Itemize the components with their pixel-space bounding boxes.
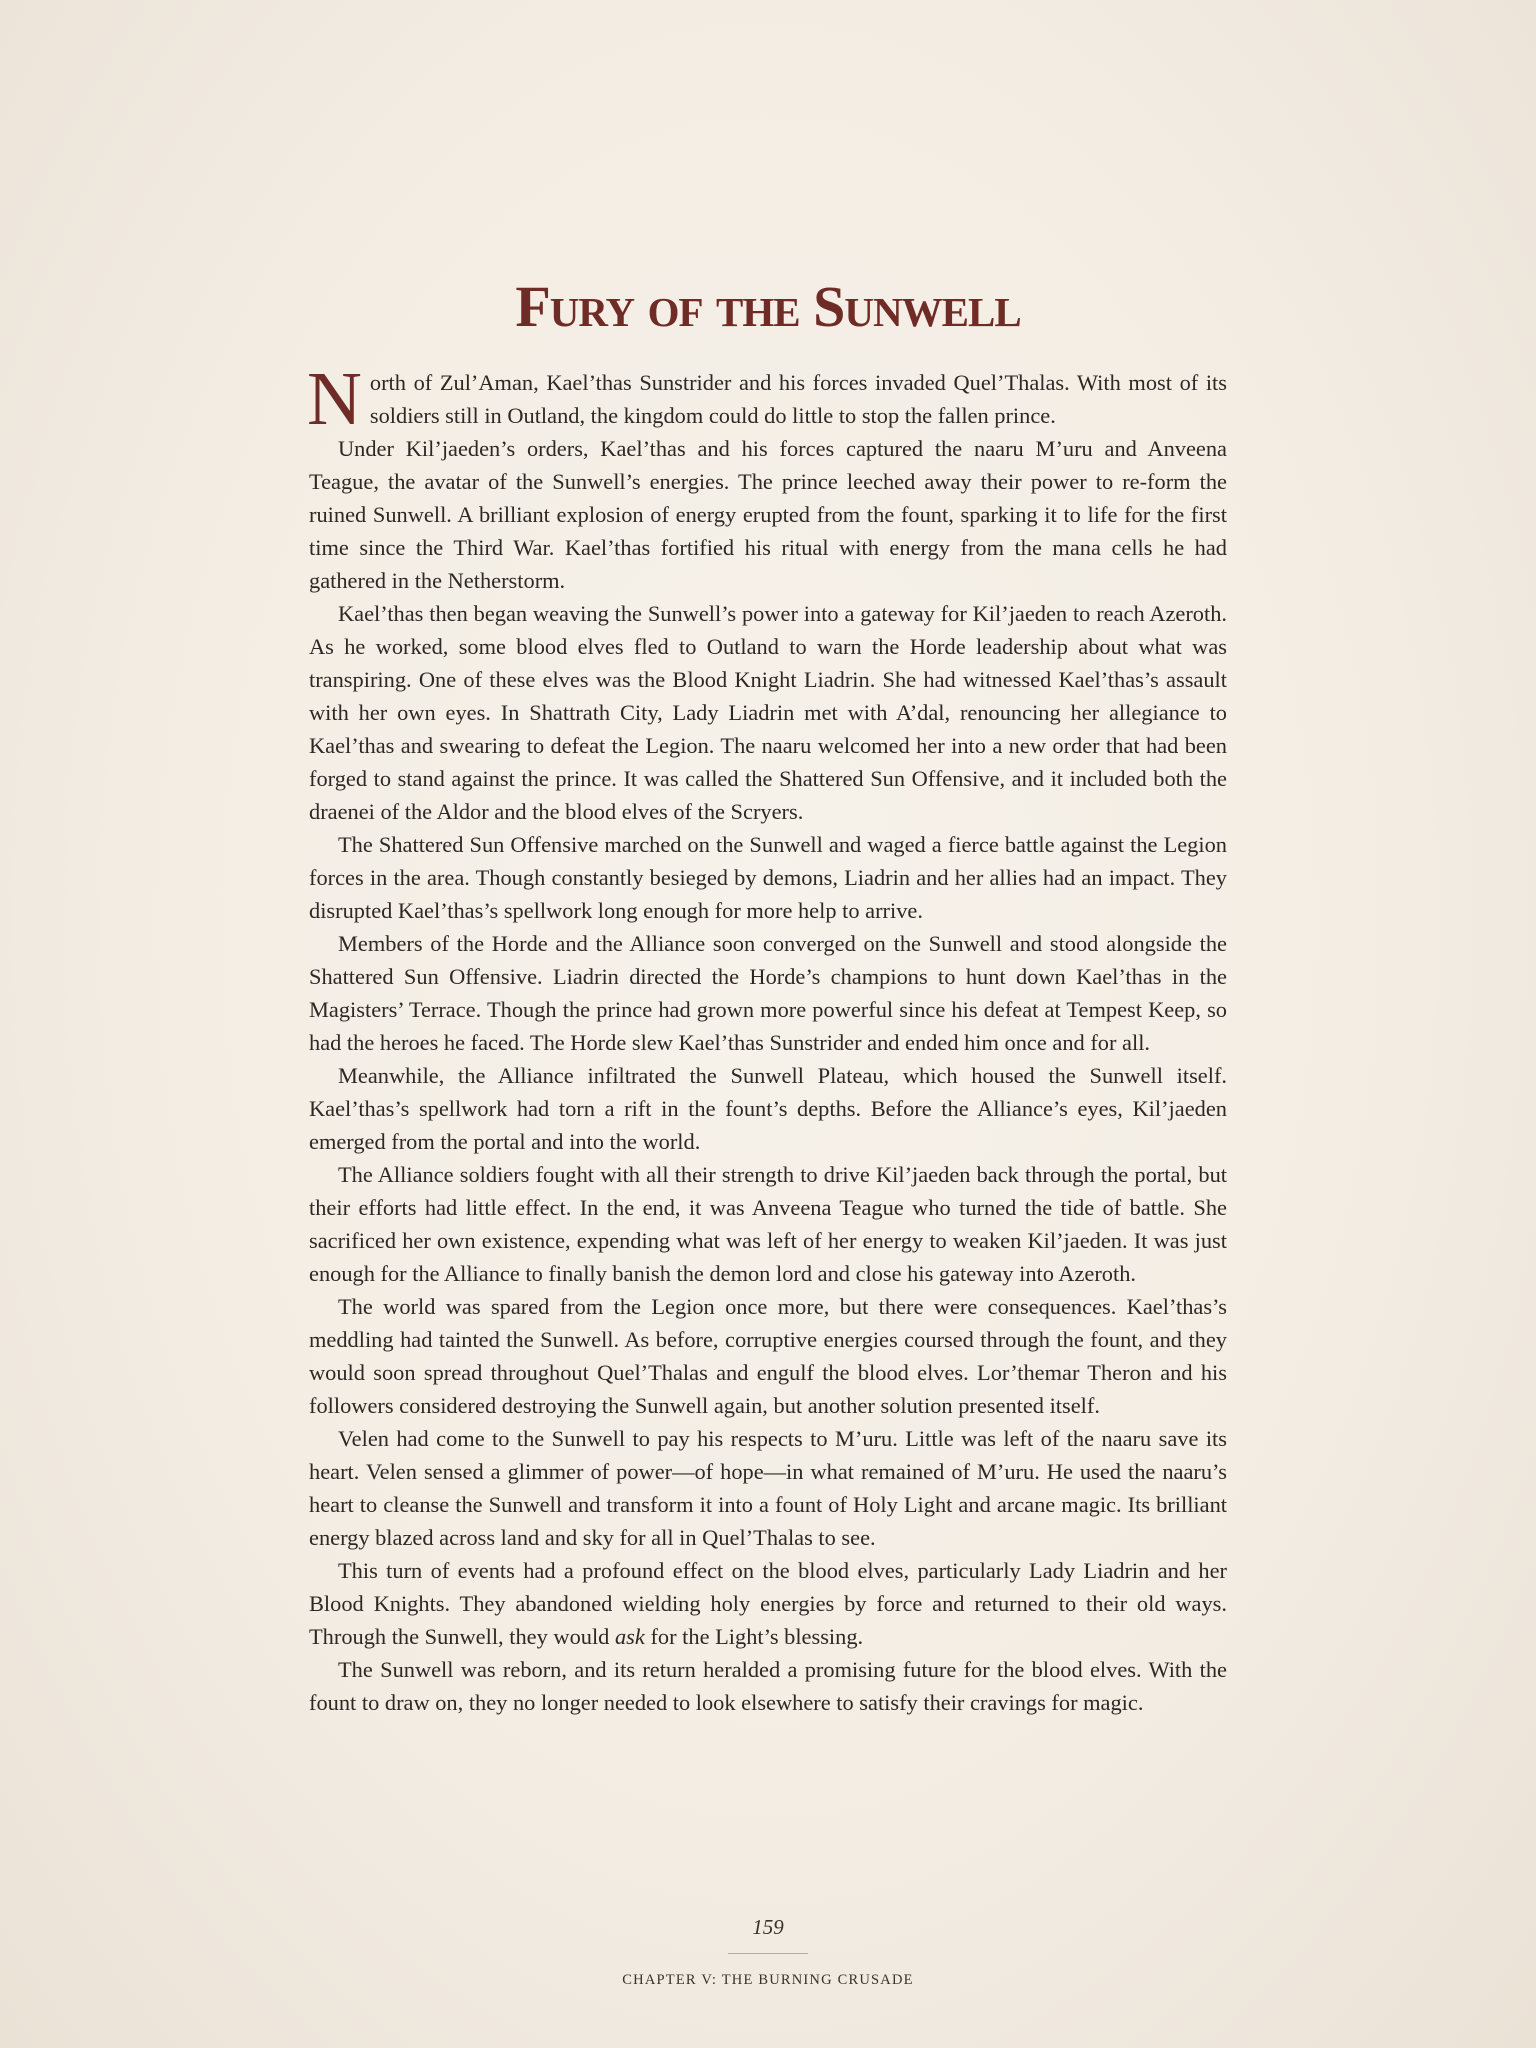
paragraph-6: Meanwhile, the Alliance infiltrated the Sunwell Plateau, which housed the Sunwell itself. Kael’thas’s spellwork had torn a rift in the fount’s depths. Before the Alliance’s eyes, Kil’jaeden emerged from the portal and into the world. [309, 1063, 1227, 1154]
paragraph-10-start: This turn of events had a profound effect on the blood elves, particularly Lady Liadrin and her Blood Knights. They abandoned wielding holy energies by force and returned to their old ways. Through the Sunwell, they would [309, 1558, 1227, 1649]
drop-cap: N [307, 357, 362, 441]
paragraph-1-text: orth of Zul’Aman, Kael’thas Sunstrider and his forces invaded Quel’Thalas. With most of its soldiers still in Outland, the kingdom could do little to stop the fallen prince. [369, 370, 1227, 428]
paragraph-10 [309, 1554, 1227, 1653]
emphasis-ask: ask [614, 1624, 645, 1649]
paragraph-8: The world was spared from the Legion once more, but there were consequences. Kael’thas’s meddling had tainted the Sunwell. As before, corruptive energies coursed through the fount, and they would soon spread throughout Quel’Thalas and engulf the blood elves. Lor’themar Theron and his followers considered destroying the Sunwell again, but another solution presented itself. [309, 1294, 1227, 1418]
paragraph-9: Velen had come to the Sunwell to pay his respects to M’uru. Little was left of the naaru save its heart. Velen sensed a glimmer of power—of hope—in what remained of M’uru. He used the naaru’s heart to cleanse the Sunwell and transform it into a fount of Holy Light and arcane magic. Its brilliant energy blazed across land and sky for all in Quel’Thalas to see. [309, 1426, 1227, 1550]
chapter-section-title: Fury of the Sunwell [515, 274, 1021, 339]
paragraph-1 [307, 357, 1227, 441]
paragraph-11: The Sunwell was reborn, and its return heralded a promising future for the blood elves. With the fount to draw on, they no longer needed to look elsewhere to satisfy their cravings for magic. [309, 1657, 1227, 1715]
body-text [307, 357, 1227, 1719]
running-footer-chapter: CHAPTER V: THE BURNING CRUSADE [622, 1972, 914, 1988]
paragraph-4: The Shattered Sun Offensive marched on the Sunwell and waged a fierce battle against the Legion forces in the area. Though constantly besieged by demons, Liadrin and her allies had an impact. They disrupted Kael’thas’s spellwork long enough for more help to arrive. [309, 832, 1227, 923]
page-number: 159 [752, 1915, 784, 1939]
paragraph-10-end: for the Light’s blessing. [644, 1624, 864, 1649]
paragraph-7: The Alliance soldiers fought with all their strength to drive Kil’jaeden back through the portal, but their efforts had little effect. In the end, it was Anveena Teague who turned the tide of battle. She sacrificed her own existence, expending what was left of her energy to weaken Kil’jaeden. It was just enough for the Alliance to finally banish the demon lord and close his gateway into Azeroth. [309, 1162, 1227, 1286]
paragraph-5: Members of the Horde and the Alliance soon converged on the Sunwell and stood alongside the Shattered Sun Offensive. Liadrin directed the Horde’s champions to hunt down Kael’thas in the Magisters’ Terrace. Though the prince had grown more powerful since his defeat at Tempest Keep, so had the heroes he faced. The Horde slew Kael’thas Sunstrider and ended him once and for all. [309, 931, 1227, 1055]
paragraph-2: Under Kil’jaeden’s orders, Kael’thas and his forces captured the naaru M’uru and Anveena Teague, the avatar of the Sunwell’s energies. The prince leeched away their power to re-form the ruined Sunwell. A brilliant explosion of energy erupted from the fount, sparking it to life for the first time since the Third War. Kael’thas fortified his ritual with energy from the mana cells he had gathered in the Netherstorm. [309, 436, 1227, 593]
paragraph-3: Kael’thas then began weaving the Sunwell’s power into a gateway for Kil’jaeden to reach Azeroth. As he worked, some blood elves fled to Outland to warn the Horde leadership about what was transpiring. One of these elves was the Blood Knight Liadrin. She had witnessed Kael’thas’s assault with her own eyes. In Shattrath City, Lady Liadrin met with A’dal, renouncing her allegiance to Kael’thas and swearing to defeat the Legion. The naaru welcomed her into a new order that had been forged to stand against the prince. It was called the Shattered Sun Offensive, and it included both the draenei of the Aldor and the blood elves of the Scryers. [309, 601, 1227, 824]
footer-divider [728, 1953, 808, 1954]
